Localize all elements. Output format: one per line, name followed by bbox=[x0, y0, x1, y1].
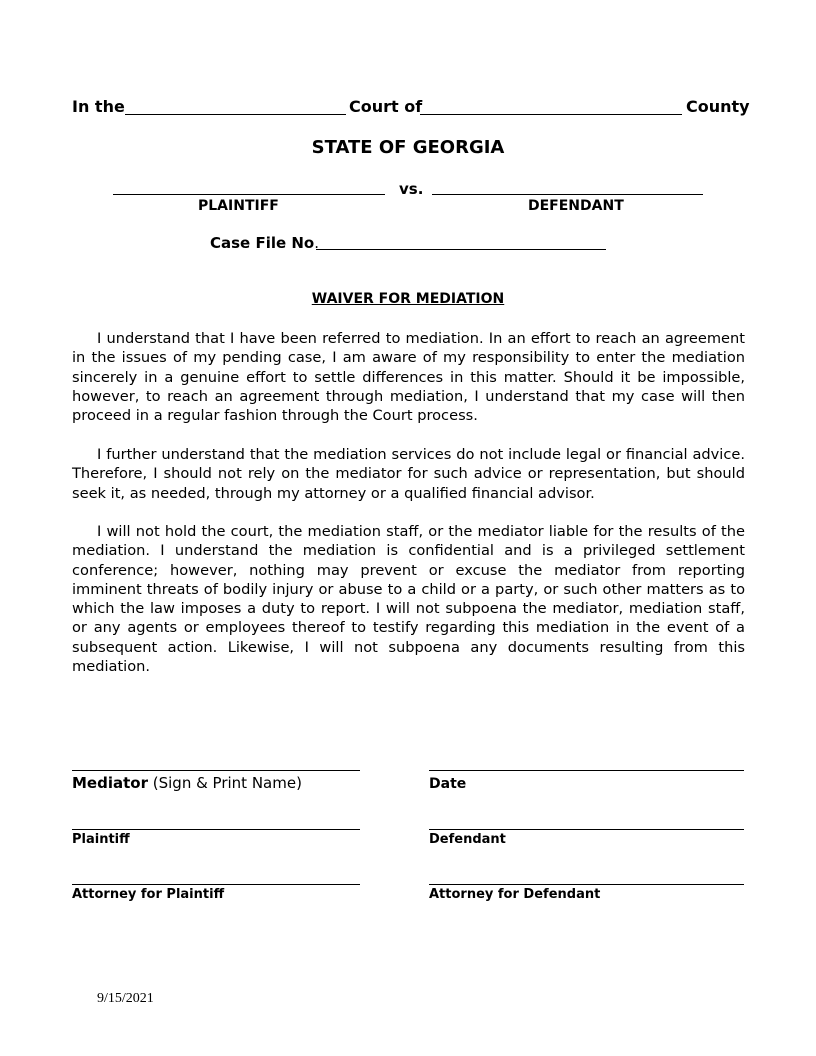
mediator-label bbox=[72, 774, 302, 792]
mediator-label-bold: Mediator bbox=[72, 774, 148, 792]
case-file-text: Case File No bbox=[210, 234, 315, 252]
attorney-plaintiff-signature-line[interactable] bbox=[72, 884, 360, 885]
defendant-caption: DEFENDANT bbox=[528, 198, 624, 214]
plaintiff-caption: PLAINTIFF bbox=[198, 198, 279, 214]
court-of-label: Court of bbox=[349, 97, 423, 116]
body-paragraph-3 bbox=[72, 522, 745, 676]
state-title: STATE OF GEORGIA bbox=[311, 137, 505, 158]
defendant-signature-line[interactable] bbox=[429, 829, 744, 830]
attorney-plaintiff-label: Attorney for Plaintiff bbox=[72, 887, 225, 902]
plaintiff-signature-label: Plaintiff bbox=[72, 832, 130, 847]
plaintiff-name-blank[interactable] bbox=[113, 194, 385, 195]
case-file-period: . bbox=[314, 234, 320, 252]
in-the-label: In the bbox=[72, 97, 125, 116]
mediator-signature-line[interactable] bbox=[72, 770, 360, 771]
date-label: Date bbox=[429, 776, 467, 792]
attorney-defendant-label: Attorney for Defendant bbox=[429, 887, 601, 902]
mediator-label-note: (Sign & Print Name) bbox=[147, 774, 302, 792]
court-header bbox=[72, 97, 750, 119]
defendant-signature-label: Defendant bbox=[429, 832, 506, 847]
defendant-name-blank[interactable] bbox=[432, 194, 703, 195]
county-name-blank[interactable] bbox=[420, 114, 682, 115]
county-label: County bbox=[686, 97, 750, 116]
date-signature-line[interactable] bbox=[429, 770, 744, 771]
plaintiff-signature-line[interactable] bbox=[72, 829, 360, 830]
vs-label: vs. bbox=[399, 180, 424, 198]
paragraph-text: I further understand that the mediation services do not include legal or financial advice. Therefore, I should not rely on the mediator for such advice or representation, but should seek it, as needed, through my attorney or a qualified financial advisor. bbox=[72, 446, 745, 502]
document-heading: WAIVER FOR MEDIATION bbox=[311, 291, 505, 307]
body-paragraph-2 bbox=[72, 445, 745, 503]
attorney-defendant-signature-line[interactable] bbox=[429, 884, 744, 885]
case-file-number-blank[interactable] bbox=[316, 249, 606, 250]
court-name-blank[interactable] bbox=[125, 114, 346, 115]
paragraph-text: I understand that I have been referred to mediation. In an effort to reach an agreement in the issues of my pending case, I am aware of my responsibility to enter the mediation sincerely in a genuine effort to settle differences in this matter. Should it be impossible, however, to reach an agreement through mediation, I understand that my case will then proceed in a regular fashion through the Court process. bbox=[72, 330, 745, 425]
case-file-label bbox=[210, 234, 319, 252]
body-paragraph-1 bbox=[72, 329, 745, 425]
footer-date: 9/15/2021 bbox=[97, 991, 154, 1006]
paragraph-text: I will not hold the court, the mediation staff, or the mediator liable for the results of the mediation. I understand the mediation is confidential and is a privileged settlement conference; however, nothing may prevent or excuse the mediator from reporting imminent threats of bodily injury or abuse to a child or a party, or such other matters as to which the law imposes a duty to report. I will not subpoena the mediator, mediation staff, or any agents or employees thereof to testify regarding this mediation in the event of a subsequent action. Likewise, I will not subpoena any documents resulting from this mediation. bbox=[72, 523, 745, 676]
